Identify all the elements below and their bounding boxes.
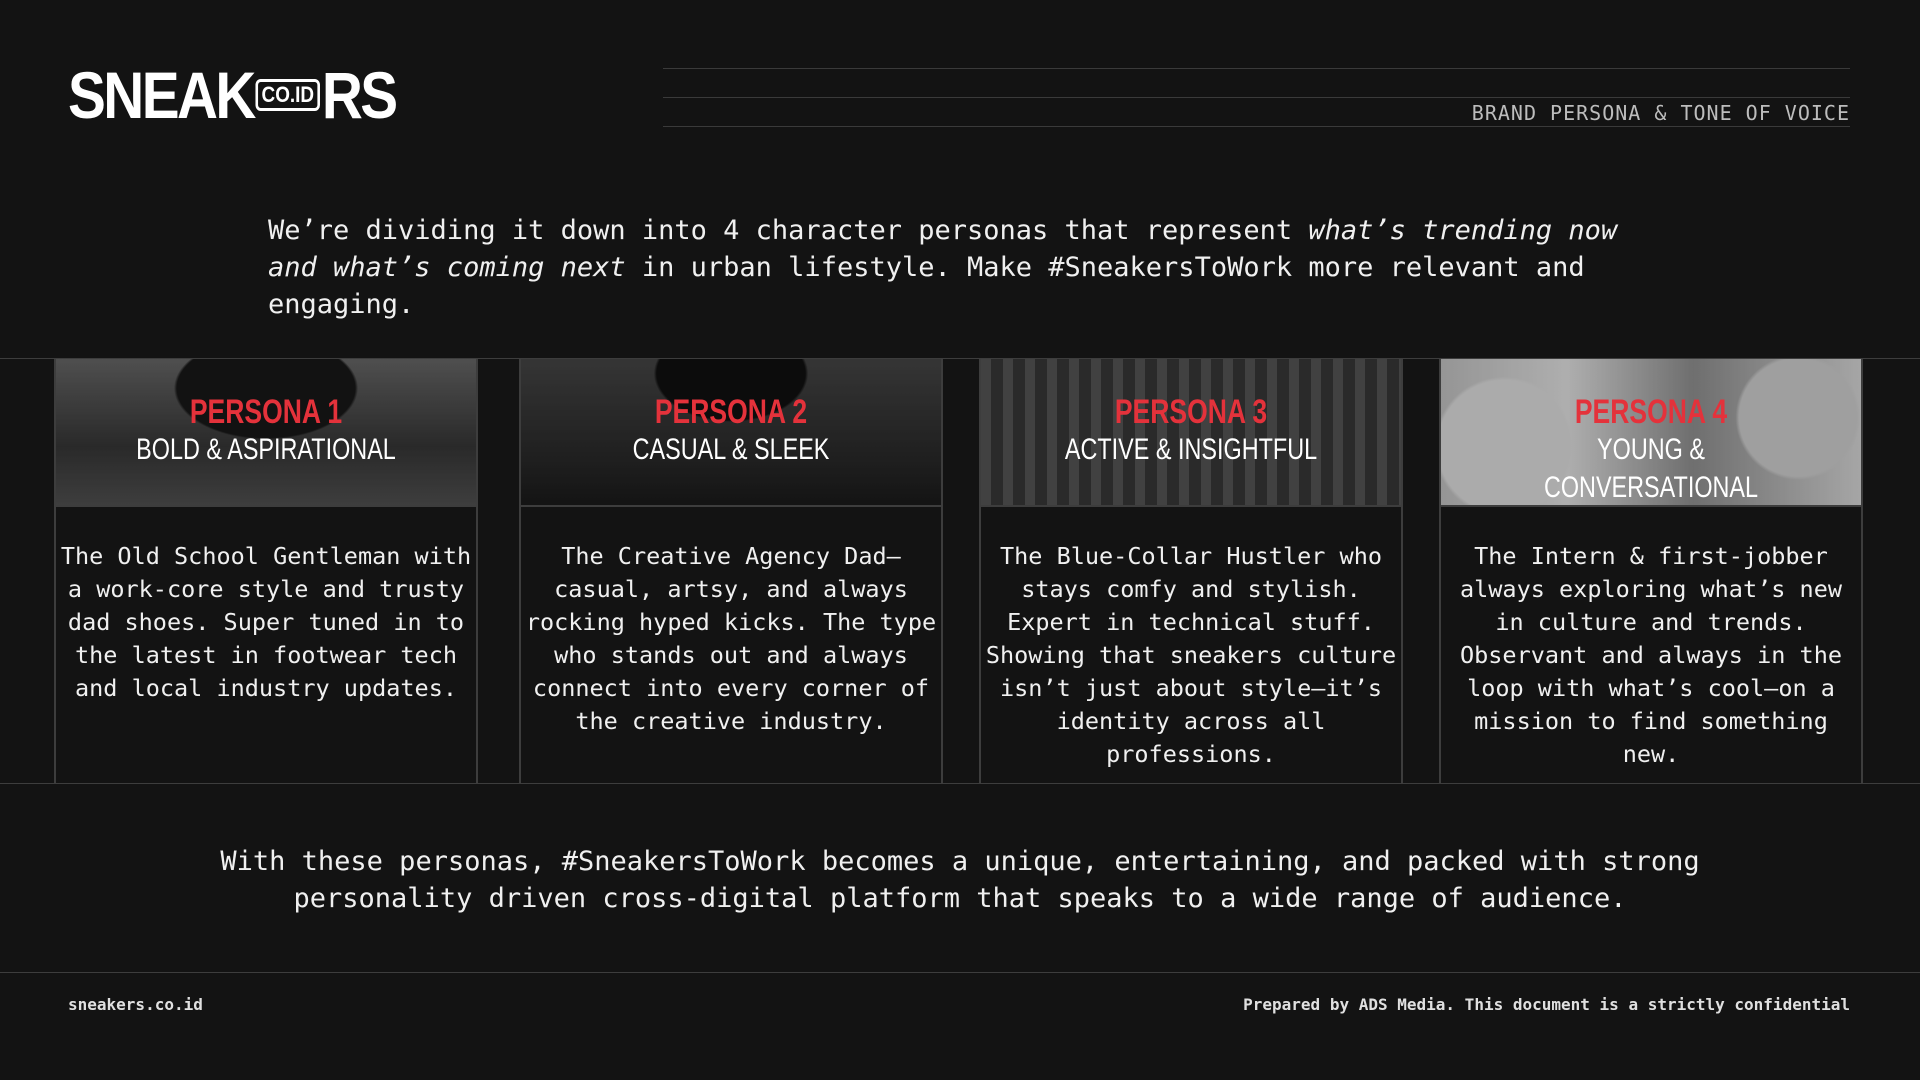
brand-logo xyxy=(68,58,396,132)
persona-card-1 xyxy=(54,359,478,783)
footer-rule xyxy=(0,972,1920,973)
band-bottom-rule xyxy=(0,783,1920,784)
persona-4-trait: YOUNG & CONVERSATIONAL xyxy=(1543,433,1759,504)
intro-text-1: We’re dividing it down into 4 character personas that represent xyxy=(268,215,1309,246)
persona-1-photo xyxy=(56,359,476,507)
persona-card-4 xyxy=(1439,359,1863,783)
persona-3-photo xyxy=(981,359,1401,507)
persona-2-trait: CASUAL & SLEEK xyxy=(632,433,830,466)
persona-4-number: PERSONA 4 xyxy=(1574,393,1728,431)
logo-tag: CO.ID xyxy=(256,79,321,111)
persona-1-trait: BOLD & ASPIRATIONAL xyxy=(136,433,396,466)
closing-paragraph: With these personas, #SneakersToWork becomes a unique, entertaining, and packed with strong personality driven cross-digital platform that speaks to a wide range of audience. xyxy=(220,846,1700,914)
footer-confidential-note: Prepared by ADS Media. This document is a strictly confidential xyxy=(1243,995,1850,1014)
header-rule-3 xyxy=(663,126,1850,127)
intro-text-2: in urban lifestyle. Make #SneakersToWork more relevant and engaging. xyxy=(268,252,1585,320)
intro-paragraph xyxy=(268,212,1652,323)
header-rule-2 xyxy=(663,97,1850,98)
logo-word-b: RS xyxy=(321,58,396,132)
persona-2-photo xyxy=(521,359,941,507)
persona-1-description: The Old School Gentleman with a work-core style and trusty dad shoes. Super tuned in to the latest in footwear tech and local industry updates. xyxy=(60,542,472,702)
persona-4-photo xyxy=(1441,359,1861,507)
persona-1-number: PERSONA 1 xyxy=(189,393,343,431)
intro-emphasis: what’s trending now and what’s coming next xyxy=(268,215,1618,283)
persona-card-3 xyxy=(979,359,1403,783)
persona-4-description: The Intern & first-jobber always exploring what’s new in culture and trends. Observant and always in the loop with what’s cool—on a mission to find something new. xyxy=(1459,542,1842,768)
persona-3-number: PERSONA 3 xyxy=(1114,393,1268,431)
persona-card-2 xyxy=(519,359,943,783)
persona-3-description: The Blue-Collar Hustler who stays comfy and stylish. Expert in technical stuff. Showing that sneakers culture isn’t just about style—it’s identity across all professions. xyxy=(985,542,1397,768)
persona-3-trait: ACTIVE & INSIGHTFUL xyxy=(1064,433,1318,466)
logo-word-a: SNEAK xyxy=(68,58,254,132)
document-title: BRAND PERSONA & TONE OF VOICE xyxy=(1471,101,1850,125)
persona-2-description: The Creative Agency Dad—casual, artsy, and always rocking hyped kicks. The type who stands out and always connect into every corner of the creative industry. xyxy=(525,542,937,735)
persona-2-number: PERSONA 2 xyxy=(654,393,808,431)
header-rule-1 xyxy=(663,68,1850,69)
footer-site: sneakers.co.id xyxy=(68,995,203,1014)
